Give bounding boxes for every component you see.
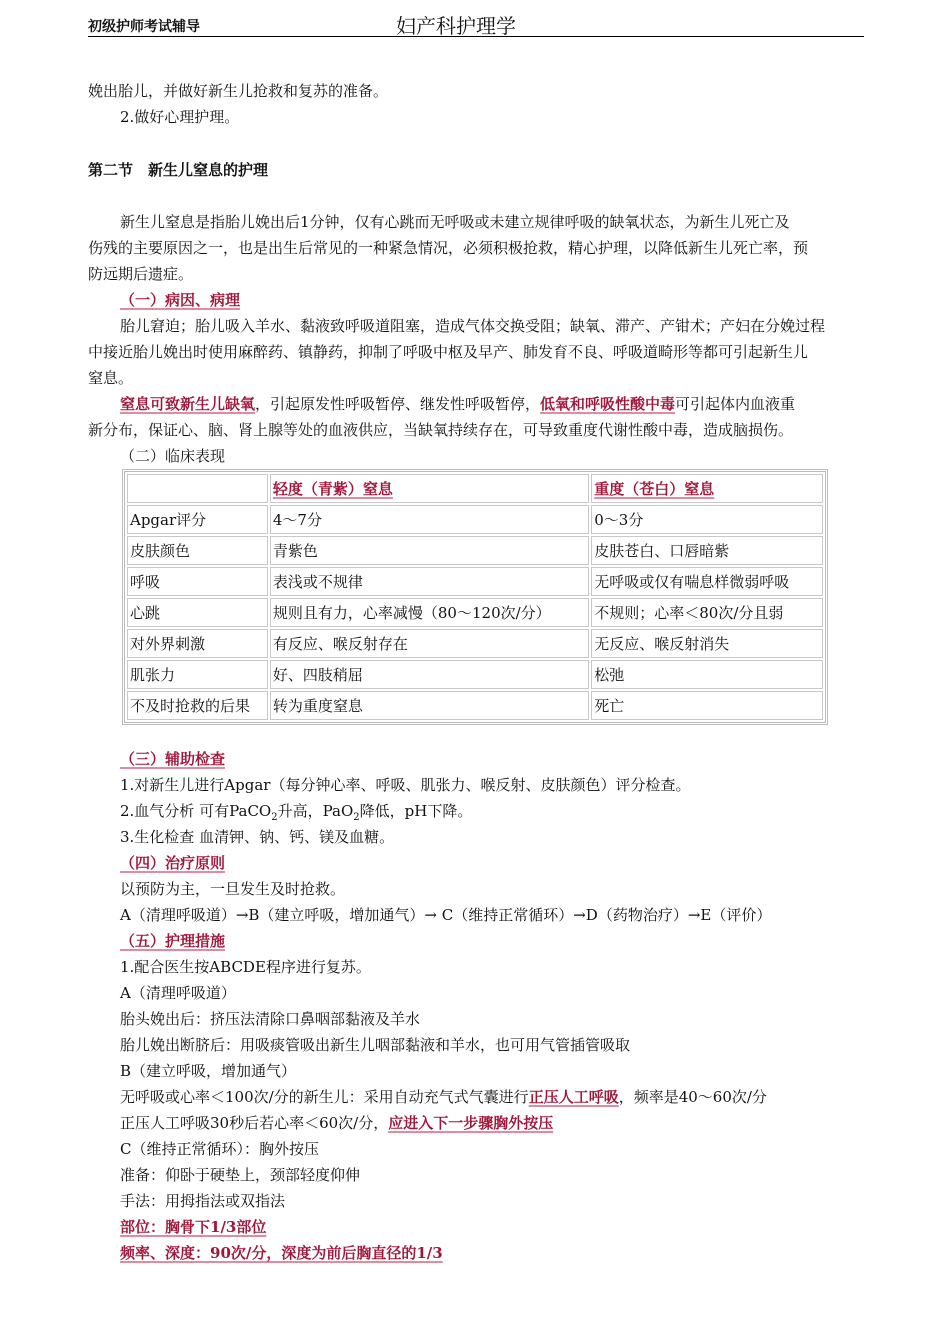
table-cell: 不及时抢救的后果 bbox=[127, 691, 268, 720]
header-mild: 轻度（青紫）窒息 bbox=[272, 480, 393, 498]
table-cell: 皮肤苍白、口唇暗紫 bbox=[591, 536, 823, 565]
table-cell: 表浅或不规律 bbox=[270, 567, 589, 596]
highlight-text: 应进入下一步骤胸外按压 bbox=[388, 1114, 554, 1132]
nursing-highlight-line: 部位：胸骨下1/3部位 bbox=[120, 1218, 267, 1236]
treatment-line: A（清理呼吸道）→B（建立呼吸，增加通气）→ C（维持正常循环）→D（药物治疗）→E（评价） bbox=[120, 906, 772, 924]
subscript: 2 bbox=[353, 812, 360, 823]
paragraph-line: 防远期后遗症。 bbox=[88, 265, 194, 283]
text-span: 可引起体内血液重 bbox=[675, 395, 796, 413]
table-cell: 肌张力 bbox=[127, 660, 268, 689]
nursing-line: B（建立呼吸，增加通气） bbox=[120, 1062, 297, 1080]
exam-item bbox=[120, 801, 472, 828]
text-span: 2.血气分析 可有PaCO bbox=[120, 802, 272, 820]
table-cell: 呼吸 bbox=[127, 567, 268, 596]
paragraph-line: 胎儿窘迫；胎儿吸入羊水、黏液致呼吸道阻塞，造成气体交换受阻；缺氧、滞产、产钳术；产妇在分娩过程 bbox=[120, 317, 826, 335]
table-cell: 转为重度窒息 bbox=[270, 691, 589, 720]
header-severe: 重度（苍白）窒息 bbox=[594, 480, 715, 498]
nursing-line: 手法：用拇指法或双指法 bbox=[120, 1192, 286, 1210]
nursing-line: C（维持正常循环）：胸外按压 bbox=[120, 1140, 319, 1158]
header-left-title: 初级护师考试辅导 bbox=[88, 19, 200, 35]
table-cell: 青紫色 bbox=[270, 536, 589, 565]
table-row bbox=[127, 567, 823, 596]
table-cell: 4～7分 bbox=[270, 505, 589, 534]
highlight-text: 窒息可致新生儿缺氧 bbox=[120, 395, 256, 413]
table-row bbox=[127, 629, 823, 658]
text-span: 降低，pH下降。 bbox=[359, 802, 473, 820]
treatment-line: 以预防为主，一旦发生及时抢救。 bbox=[120, 880, 346, 898]
table-cell: 有反应、喉反射存在 bbox=[270, 629, 589, 658]
table-header-cell bbox=[270, 474, 589, 503]
table-cell: 死亡 bbox=[591, 691, 823, 720]
table-cell: Apgar评分 bbox=[127, 505, 268, 534]
paragraph-line: 新分布，保证心、脑、肾上腺等处的血液供应，当缺氧持续存在，可导致重度代谢性酸中毒，造成脑损伤。 bbox=[88, 421, 794, 439]
table-cell: 松弛 bbox=[591, 660, 823, 689]
table-cell: 好、四肢稍屈 bbox=[270, 660, 589, 689]
nursing-line: 胎头娩出后：挤压法清除口鼻咽部黏液及羊水 bbox=[120, 1010, 421, 1028]
exam-item: 1.对新生儿进行Apgar（每分钟心率、呼吸、肌张力、喉反射、皮肤颜色）评分检查。 bbox=[120, 776, 691, 794]
table-cell: 无呼吸或仅有喘息样微弱呼吸 bbox=[591, 567, 823, 596]
subheading-exam: （三）辅助检查 bbox=[120, 750, 226, 768]
table-cell: 规则且有力，心率减慢（80～120次/分） bbox=[270, 598, 589, 627]
paragraph-line: 窒息。 bbox=[88, 369, 134, 387]
text-span: 升高，PaO bbox=[277, 802, 354, 820]
table-cell: 皮肤颜色 bbox=[127, 536, 268, 565]
text-span: 无呼吸或心率＜100次/分的新生儿：采用自动充气式气囊进行 bbox=[120, 1088, 529, 1106]
text-line: 娩出胎儿，并做好新生儿抢救和复苏的准备。 bbox=[88, 82, 389, 100]
table-cell: 对外界刺激 bbox=[127, 629, 268, 658]
header-center-title: 妇产科护理学 bbox=[396, 14, 516, 38]
text-line: 2.做好心理护理。 bbox=[120, 108, 240, 126]
table-cell: 0～3分 bbox=[591, 505, 823, 534]
nursing-line: A（清理呼吸道） bbox=[120, 984, 236, 1002]
paragraph-line: 伤残的主要原因之一，也是出生后常见的一种紧急情况，必须积极抢救，精心护理，以降低新生儿死亡率，预 bbox=[88, 239, 809, 257]
nursing-line: 胎儿娩出断脐后：用吸痰管吸出新生儿咽部黏液和羊水，也可用气管插管吸取 bbox=[120, 1036, 631, 1054]
subscript: 2 bbox=[271, 812, 278, 823]
paragraph-line bbox=[120, 394, 795, 414]
nursing-line: 准备：仰卧于硬垫上，颈部轻度仰伸 bbox=[120, 1166, 361, 1184]
subheading-clinical: （二）临床表现 bbox=[120, 447, 226, 465]
table-header-cell bbox=[127, 474, 268, 503]
text-span: ，引起原发性呼吸暂停、继发性呼吸暂停， bbox=[255, 395, 541, 413]
table-cell: 心跳 bbox=[127, 598, 268, 627]
text-span: ，频率是40～60次/分 bbox=[618, 1088, 767, 1106]
table-row bbox=[127, 505, 823, 534]
table-row bbox=[127, 536, 823, 565]
nursing-line: 1.配合医生按ABCDE程序进行复苏。 bbox=[120, 958, 371, 976]
paragraph-line: 新生儿窒息是指胎儿娩出后1分钟，仅有心跳而无呼吸或未建立规律呼吸的缺氧状态，为新生儿死亡及 bbox=[120, 213, 790, 231]
subheading-cause: （一）病因、病理 bbox=[120, 291, 241, 309]
table-row bbox=[127, 660, 823, 689]
highlight-text: 正压人工呼吸 bbox=[528, 1088, 619, 1106]
nursing-line bbox=[120, 1113, 553, 1133]
nursing-line bbox=[120, 1087, 767, 1107]
subheading-nursing: （五）护理措施 bbox=[120, 932, 226, 950]
paragraph-line: 中接近胎儿娩出时使用麻醉药、镇静药，抑制了呼吸中枢及早产、肺发育不良、呼吸道畸形等都可引起新生儿 bbox=[88, 343, 809, 361]
subheading-treatment: （四）治疗原则 bbox=[120, 854, 226, 872]
nursing-highlight-line: 频率、深度：90次/分，深度为前后胸直径的1/3 bbox=[120, 1244, 443, 1262]
table-header-cell bbox=[591, 474, 823, 503]
table-cell: 无反应、喉反射消失 bbox=[591, 629, 823, 658]
clinical-table bbox=[122, 469, 828, 725]
table-row bbox=[127, 691, 823, 720]
highlight-text: 低氧和呼吸性酸中毒 bbox=[540, 395, 676, 413]
exam-item: 3.生化检查 血清钾、钠、钙、镁及血糖。 bbox=[120, 828, 395, 846]
table-header-row bbox=[127, 474, 823, 503]
page-header bbox=[88, 8, 864, 37]
section-title: 第二节 新生儿窒息的护理 bbox=[88, 161, 269, 179]
text-span: 正压人工呼吸30秒后若心率＜60次/分， bbox=[120, 1114, 389, 1132]
table-cell: 不规则；心率＜80次/分且弱 bbox=[591, 598, 823, 627]
table-row bbox=[127, 598, 823, 627]
